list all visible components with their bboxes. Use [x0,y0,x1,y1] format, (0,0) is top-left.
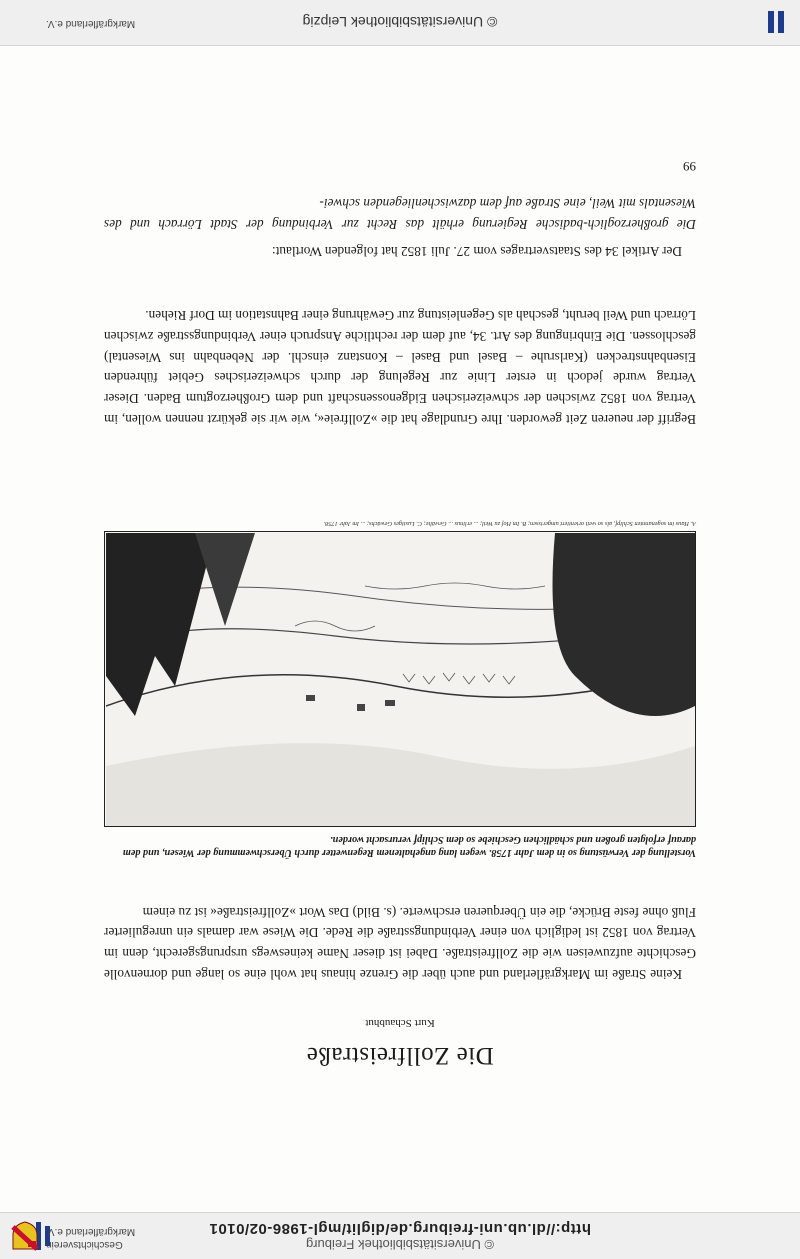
treaty-quote-text: Die großherzoglich-badische Regierung erhält das Recht zur Verbindung der Stadt Lörrach und des Wiesentals mit Weil, eine Straße auf dem dazwischenliegenden schwei- [104,196,696,232]
footer-society: Markgräflerland e.V. [46,18,136,29]
paragraph-3-text: Der Artikel 34 des Staatsvertrages vom 27. Juli 1852 hat folgenden Wortlaut: [271,244,682,259]
paragraph-2 [104,304,696,429]
footer-copyright: © Universitätsbibliothek Leipzig [302,14,498,30]
footer-logo-icon [758,7,788,37]
header-copyright: © Universitätsbibliothek Freiburg [305,1237,495,1252]
society-label [46,1225,135,1251]
figure-caption: Vorstellung der Verwüstung so in dem Jahr 1758. wegen lang angehaltenem Regenwetter durch Überschwemmung der Wiesen, und dem darauf erfolgten großen und schädlichen Geschiebe so dem Schlipf verursacht worden. [122,834,696,858]
article-author: Kurt Schaubhut [365,1017,435,1029]
engraving-landscape-icon [106,533,695,826]
viewer-footer [0,0,800,46]
document-page [104,59,696,1199]
paragraph-1-text: Keine Straße im Markgräflerland und auch über die Grenze hinaus hat wohl eine so lange und dornenvolle Geschichte aufzuweisen wie die Zollfreistraße. Dabei ist dieser Name keineswegs ursprungsgerecht, denn im Vertrag von 1852 ist lediglich von einer Verbindungsstraße die Rede. Die Wiese war damals ein unregulierter Fluß ohne feste Brücke, die ein Überqueren erschwerte. (s. Bild) Das Wort »Zollfreistraße« ist zu einem [104,904,696,982]
treaty-quote [104,192,696,234]
historical-figure [104,519,696,859]
page-number: 99 [683,159,696,174]
figure-legend: A. Haus im sogenannten Schlipf, als so weit orientiert umgerissen; B. Im Hof zu Weil; ... erlinus ... Gewälte; C. Lustiges Gewächs; ... Im Jahr 1758. [323,520,696,527]
paragraph-1 [104,901,696,984]
paragraph-3 [104,240,696,261]
society-crest-icon [10,1221,40,1251]
society-line1: Geschichtsverein [46,1239,123,1250]
viewer-header [0,1212,800,1259]
article-title: Die Zollfreistraße [306,1042,494,1069]
header-url-link[interactable]: http://dl.ub.uni-freiburg.de/diglit/mgl-1986-02/0101 [209,1220,591,1237]
paragraph-2-text: Begriff der neueren Zeit geworden. Ihre Grundlage hat die »Zollfreie«, wie wir sie gekürzt nennen wollen, im Vertrag von 1852 zwischen der schweizerischen Eidgenossenschaft und dem Großherzogtum Baden. Dieser Vertrag wurde jedoch in erster Linie zur Regelung der durch schweizerisches Gebiet führenden Eisenbahnstrecken (Karlsruhe – Basel und Basel – Konstanz einschl. der Nebenbahn ins Wiesental) geschlossen. Die Einbringung des Art. 34, auf dem der rechtliche Anspruch einer Verbindungsstraße zwischen Lörrach und Weil beruht, geschah als Gegenleistung zur Gewährung einer Bahnstation im Dorf Riehen. [104,308,696,427]
society-line2: Markgräflerland e.V. [46,1226,136,1237]
figure-engraving [104,531,696,827]
